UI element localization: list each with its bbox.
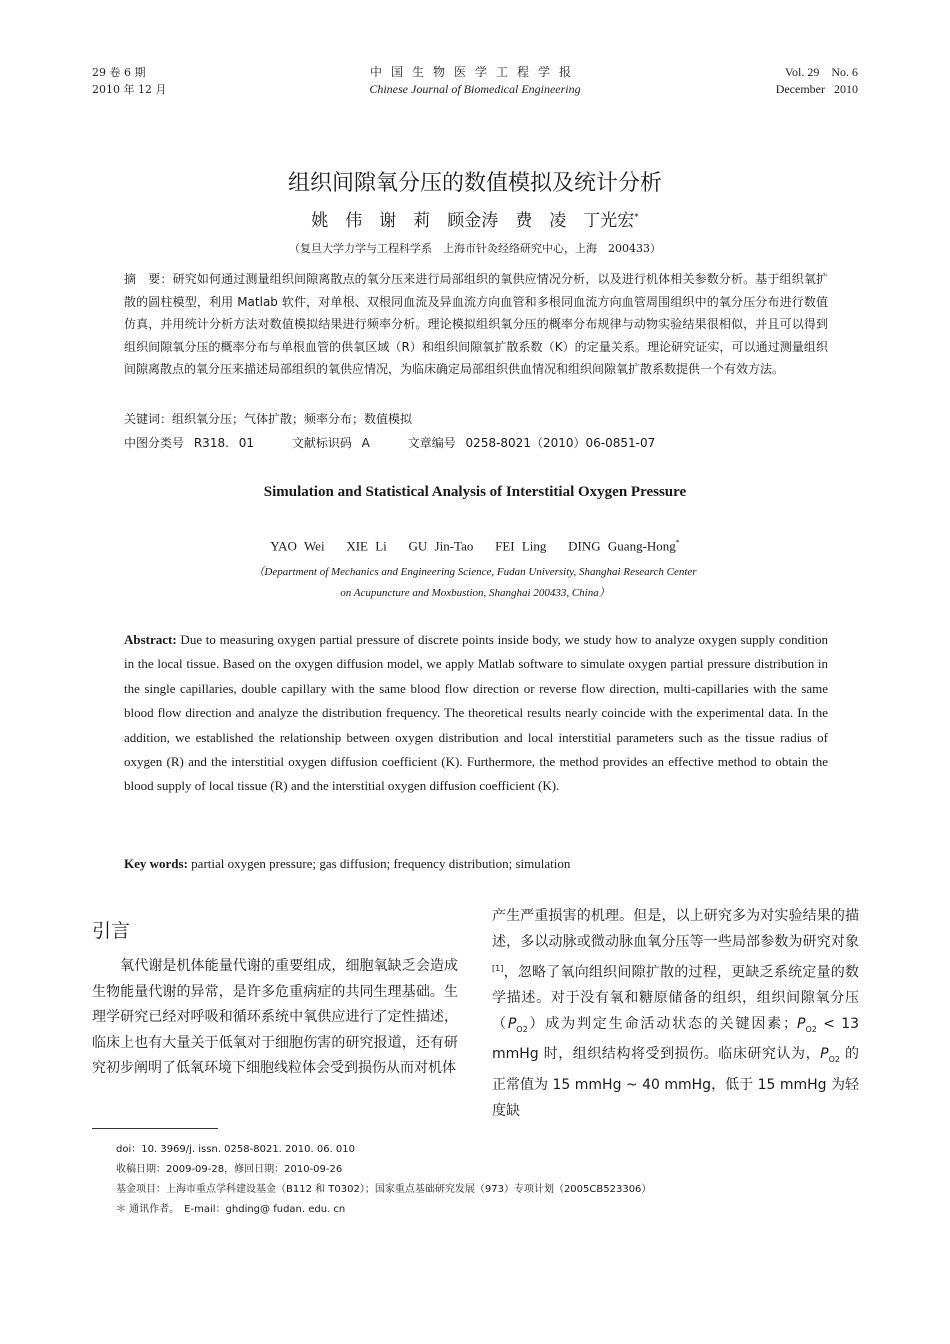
header-date-cn: 2010 年 12 月: [92, 83, 167, 96]
po2-symbol: P: [797, 1015, 806, 1032]
intro-right-part1: 产生严重损害的机理。但是，以上研究多为对实验结果的描述，多以动脉或微动脉血氧分压等一些局部参数为研究对象: [492, 908, 859, 950]
keywords-cn-label: 关键词：: [124, 412, 173, 426]
footnote-funding: 基金项目：上海市重点学科建设基金（B112 和 T0302）；国家重点基础研究发展（973）专项计划（2005CB523306）: [116, 1184, 652, 1195]
clc-value: R318. 01: [193, 436, 254, 450]
header-volume-en: Vol. 29 No. 6: [784, 65, 858, 79]
footnote-dates: 收稿日期：2009-09-28，修回日期：2010-09-26: [116, 1164, 343, 1175]
keywords-en: [124, 856, 570, 872]
authors-cn: [0, 206, 950, 231]
affiliation-en: [0, 562, 950, 604]
po2-symbol: P: [507, 1015, 517, 1032]
affiliation-cn: （复旦大学力学与工程科学系 上海市针灸经络研究中心，上海 200433）: [289, 242, 661, 255]
header-issue-en: [776, 64, 858, 98]
affiliation-en-line1: （Department of Mechanics and Engineering Science, Fudan University, Shanghai Research Center: [253, 566, 697, 578]
footnotes: [116, 1140, 651, 1220]
citation-ref: [1]: [492, 963, 504, 973]
po2-subscript: O2: [805, 1024, 817, 1034]
authors-en-names: YAO Wei XIE Li GU Jin-Tao FEI Ling DING Guang-Hong: [270, 538, 676, 554]
journal-name-cn: 中国生物医学工程学报: [369, 65, 580, 79]
paper-title-en: Simulation and Statistical Analysis of Interstitial Oxygen Pressure: [263, 484, 687, 500]
abstract-en-text: Due to measuring oxygen partial pressure of discrete points inside body, we study how to analyze oxygen supply condition in the local tissue. Based on the oxygen diffusion model, we apply Matlab software to simulate oxygen partial pressure distribution in the single capillaries, double capillary with the same blood flow direction or reverse flow direction, multi-capillaries with the same blood flow direction and analyze the distribution frequency. The theoretical results nearly coincide with the experimental data. In the addition, we established the relationship between oxygen distribution and local interstitial parameters such as the tissue radius of oxygen (R) and the interstitial oxygen diffusion coefficient (K). Furthermore, the method provides an effective method to obtain the blood supply of local tissue (R) and the interstitial oxygen diffusion coefficient (K).: [124, 632, 828, 794]
po2-symbol: P: [820, 1046, 829, 1063]
corresponding-mark-cn: *: [634, 212, 639, 223]
footnote-divider: [92, 1128, 218, 1129]
keywords-en-label: Key words:: [124, 856, 188, 871]
corresponding-mark-en: *: [675, 538, 680, 547]
footnote-corresponding: ＊ 通讯作者。 E-mail：ghding@ fudan. edu. cn: [116, 1204, 346, 1215]
authors-cn-names: 姚 伟 谢 莉 顾金涛 费 凌 丁光宏: [311, 211, 635, 231]
keywords-cn-text: 组织氧分压；气体扩散；频率分布；数值模拟: [172, 412, 413, 426]
classification-cn: [124, 434, 655, 451]
doc-code-label: 文献标识码: [291, 436, 352, 450]
affiliation-en-line2: on Acupuncture and Moxbustion, Shanghai 200433, China）: [340, 587, 610, 599]
header-volume-cn: 29 卷 6 期: [92, 66, 146, 79]
abstract-en: [124, 628, 828, 799]
intro-right-part5: 的正常值为 15 mmHg ~ 40 mmHg，低于 15 mmHg 为轻度缺: [492, 1046, 860, 1119]
intro-right-part4: < 13 mmHg 时，组织结构将受到损伤。临床研究认为，: [492, 1015, 860, 1063]
authors-en: [0, 538, 950, 554]
header-date-en: December 2010: [775, 82, 858, 96]
abstract-cn: [124, 268, 828, 381]
footnote-doi: doi：10. 3969/j. issn. 0258-8021. 2010. 06. 010: [116, 1144, 356, 1155]
doc-code-value: A: [361, 436, 370, 450]
intro-right-part3: ）成为判定生命活动状态的关键因素；: [527, 1015, 798, 1032]
abstract-cn-text: 研究如何通过测量组织间隙离散点的氧分压来进行局部组织的氧供应情况分析，以及进行机体相关参数分析。基于组织氧扩散的圆柱模型，利用 Matlab 软件，对单根、双根同血流及异血流方向血管和多根同血流方向血管周围组织中的氧分压分布进行数值仿真，并用统计分析方法对数值模拟结果进行频率分析。理论模拟组织氧分压的概率分布规律与动物实验结果很相似，并且可以得到组织间隙氧分压的概率分布与单根血管的供氧区域（R）和组织间隙氧扩散系数（K）的定量关系。理论研究证实，可以通过测量组织间隙离散点的氧分压来描述局部组织的氧供应情况，为临床确定局部组织供血情况和组织间隙氧扩散系数提供一个有效方法。: [124, 272, 828, 376]
clc-label: 中图分类号: [124, 436, 185, 450]
po2-subscript: O2: [516, 1024, 528, 1034]
article-number-value: 0258-8021（2010）06-0851-07: [465, 436, 656, 450]
section-heading-intro: 引言: [92, 920, 131, 942]
abstract-en-label: Abstract:: [124, 632, 177, 647]
po2-subscript: O2: [828, 1055, 840, 1065]
intro-paragraph-right: [492, 904, 859, 1125]
intro-right-part2: ，忽略了氧向组织间隙扩散的过程，更缺乏系统定量的数学描述。对于没有氧和糖原储备的组织，组织间隙氧分压（: [492, 964, 859, 1032]
abstract-cn-label: 摘 要：: [124, 272, 173, 286]
keywords-cn: [124, 410, 412, 427]
paper-title-cn: 组织间隙氧分压的数值模拟及统计分析: [287, 171, 662, 196]
intro-paragraph-left: 氧代谢是机体能量代谢的重要组成，细胞氧缺乏会造成生物能量代谢的异常，是许多危重病症的共同生理基础。生理学研究已经对呼吸和循环系统中氧供应进行了定性描述，临床上也有大量关于低氧对于细胞伤害的研究报道，还有研究初步阐明了低氧环境下细胞线粒体会受到损伤从而对机体: [92, 958, 458, 1076]
keywords-en-text: partial oxygen pressure; gas diffusion; frequency distribution; simulation: [187, 856, 571, 871]
journal-name-en: Chinese Journal of Biomedical Engineering: [369, 82, 581, 96]
article-number-label: 文章编号: [407, 436, 456, 450]
